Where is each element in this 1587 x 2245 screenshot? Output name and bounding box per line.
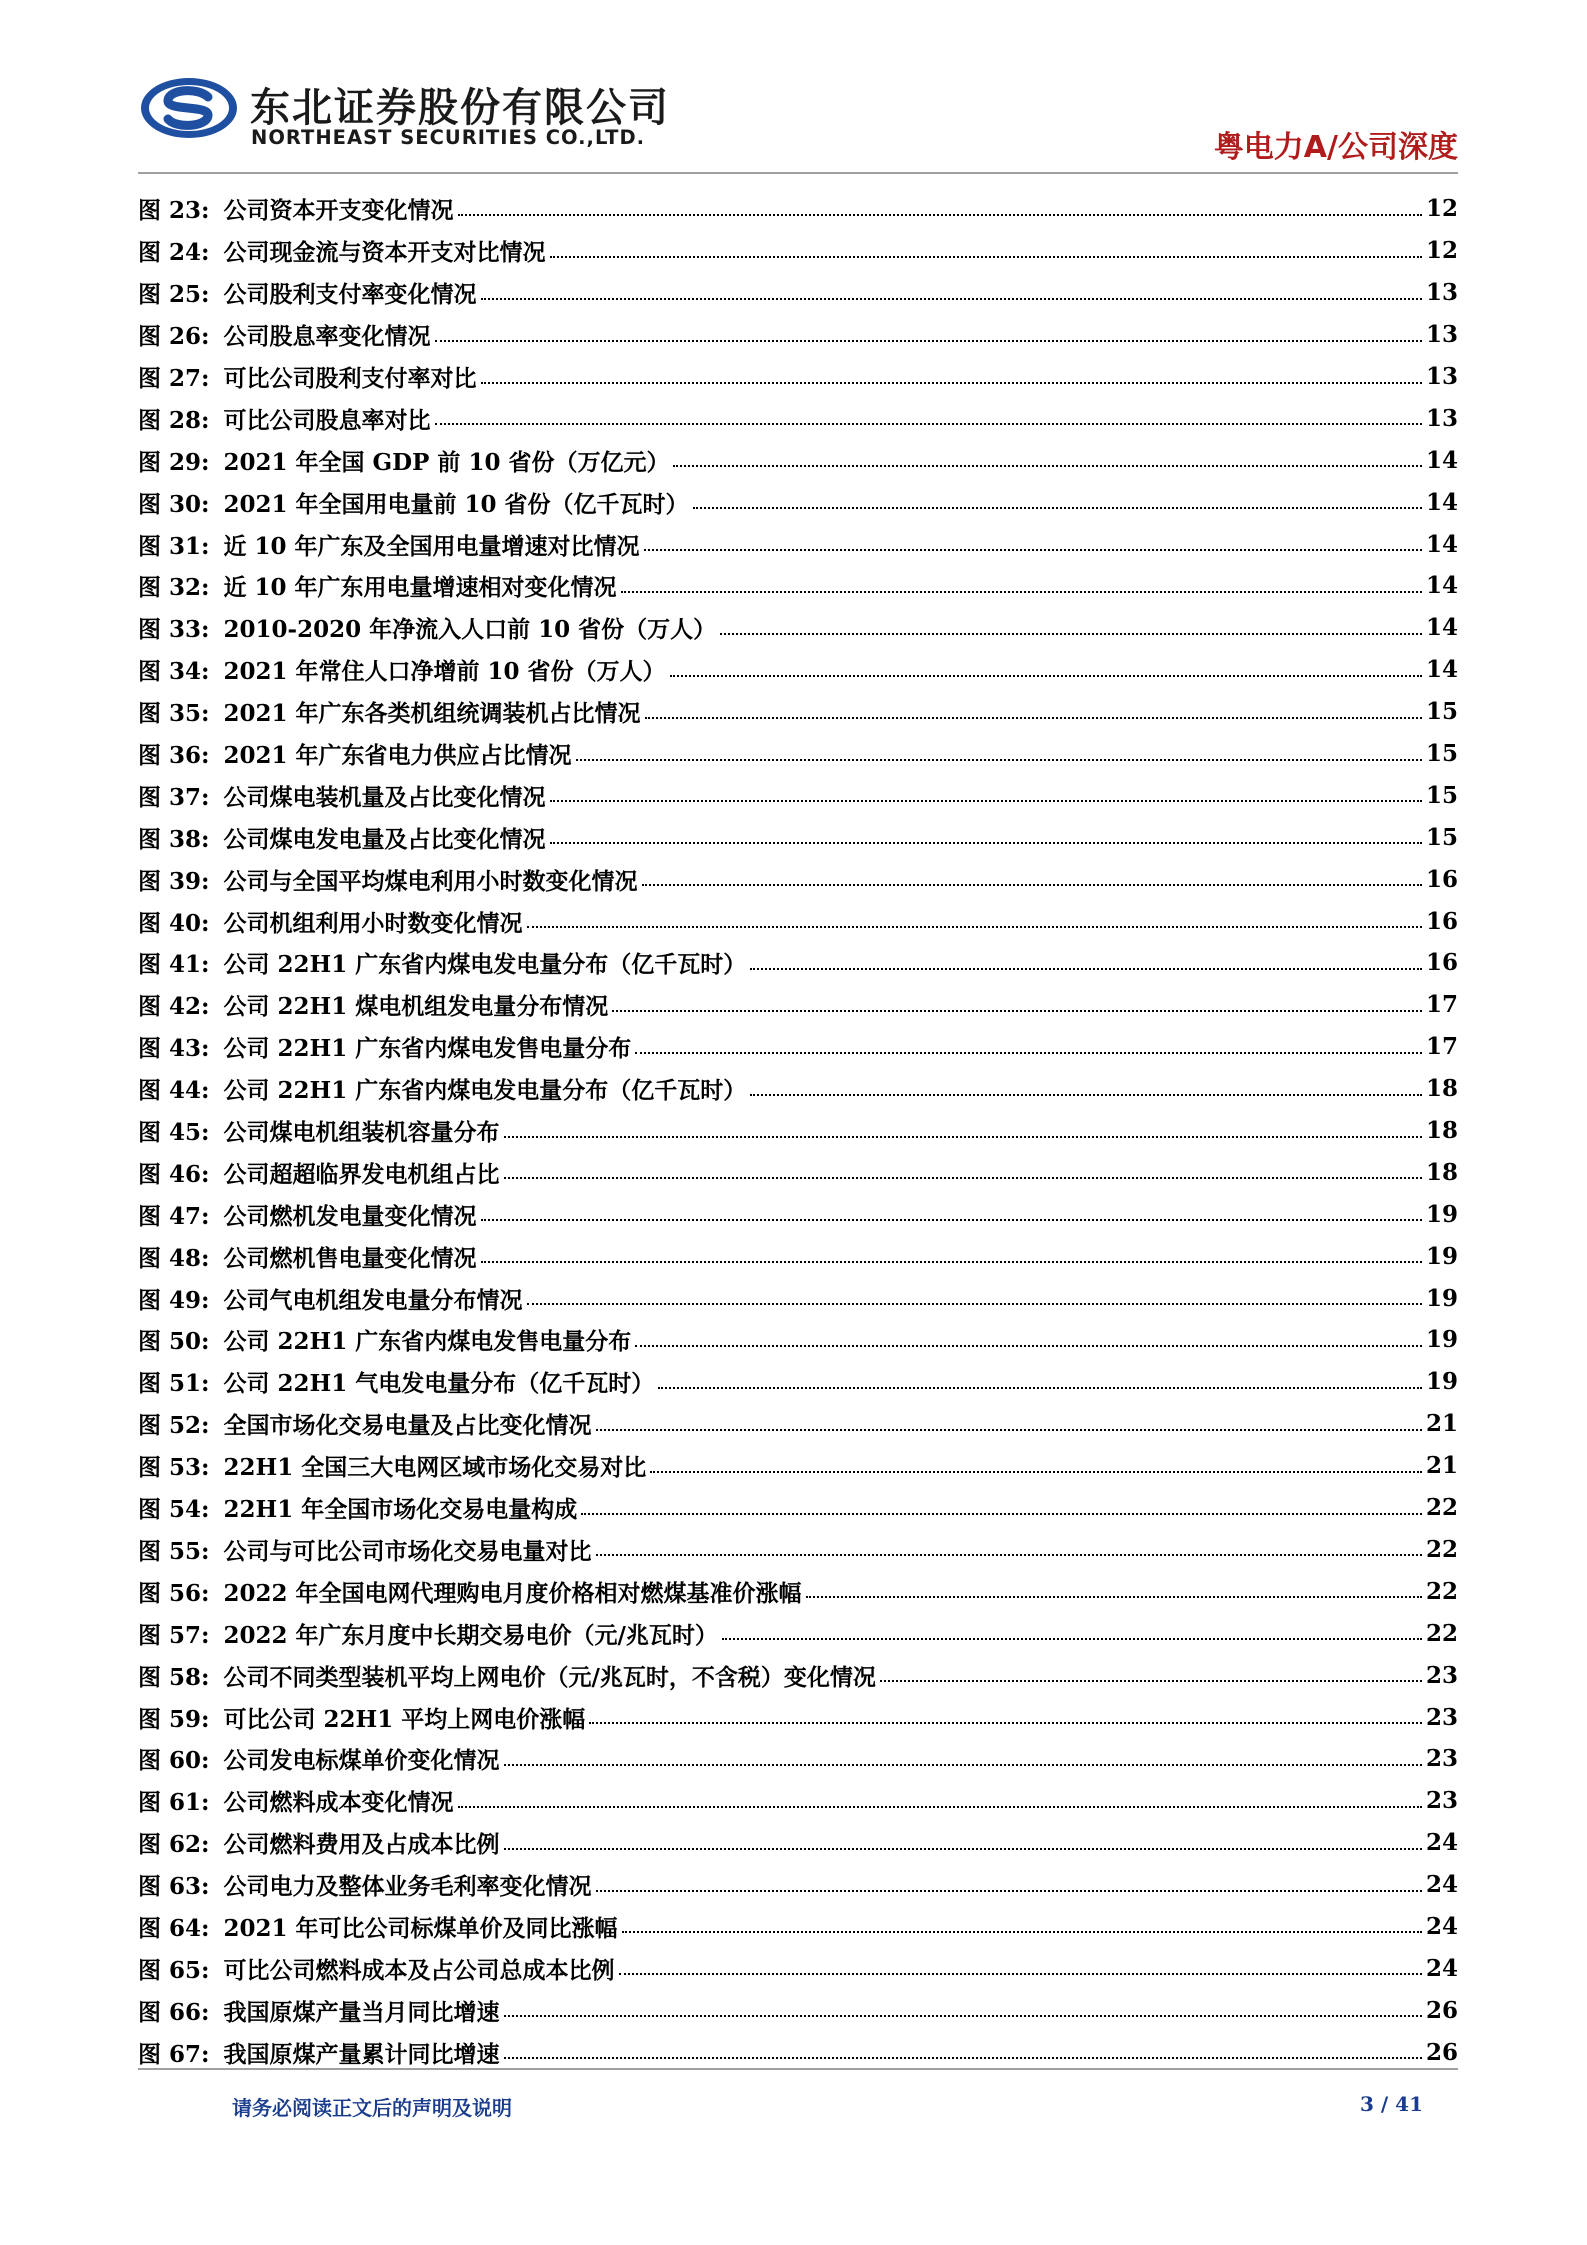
toc-figure-title: 公司股利支付率变化情况 [223,281,477,309]
toc-entry[interactable] [138,565,1458,607]
toc-figure-label: 图 28: [138,406,210,434]
toc-page-number: 13 [1425,363,1458,390]
toc-page-number: 14 [1425,614,1458,642]
toc-entry[interactable] [138,1947,1458,1989]
toc-entry[interactable] [138,900,1458,942]
toc-figure-label: 图 47: [138,1202,210,1230]
toc-figure-label: 图 62: [138,1831,210,1859]
toc-page-number: 24 [1425,1954,1458,1982]
northeast-securities-logo-icon [138,75,240,141]
toc-figure-label: 图 23: [138,197,210,225]
toc-figure-label: 图 45: [138,1119,210,1147]
toc-entry[interactable] [138,1780,1458,1822]
toc-entry[interactable] [138,733,1458,775]
toc-dot-leader [670,675,1422,677]
toc-figure-title: 公司燃机发电量变化情况 [223,1202,477,1230]
toc-page-number: 13 [1425,321,1458,349]
toc-dot-leader [806,1596,1422,1598]
toc-entry[interactable] [138,397,1458,439]
toc-dot-leader [458,1806,1422,1808]
toc-figure-title: 2022 年广东月度中长期交易电价（元/兆瓦时） [223,1621,718,1649]
toc-dot-leader [642,884,1422,886]
toc-page-number: 15 [1425,740,1458,768]
toc-figure-label: 图 30: [138,490,210,518]
toc-entry[interactable] [138,607,1458,649]
toc-dot-leader [645,717,1422,719]
toc-figure-title: 我国原煤产量累计同比增速 [223,2040,500,2068]
header-divider [138,172,1458,174]
toc-page-number: 22 [1425,1494,1458,1522]
toc-entry[interactable] [138,1026,1458,1068]
toc-figure-label: 图 36: [138,742,210,770]
toc-dot-leader [504,1177,1422,1179]
toc-entry[interactable] [138,1822,1458,1864]
toc-figure-label: 图 26: [138,323,210,351]
toc-page-number: 19 [1425,1284,1458,1312]
toc-page-number: 18 [1425,1075,1458,1103]
toc-entry[interactable] [138,1654,1458,1696]
toc-dot-leader [504,2015,1422,2017]
toc-entry[interactable] [138,272,1458,314]
toc-dot-leader [504,1848,1422,1850]
toc-figure-title: 2021 年广东各类机组统调装机占比情况 [223,700,641,728]
toc-dot-leader [481,382,1422,384]
toc-dot-leader [481,298,1422,300]
toc-dot-leader [550,256,1422,258]
toc-entry[interactable] [138,1445,1458,1487]
toc-figure-title: 公司电力及整体业务毛利率变化情况 [223,1873,592,1901]
page-number: 3 / 41 [1360,2092,1423,2116]
toc-dot-leader [880,1680,1422,1682]
toc-entry[interactable] [138,984,1458,1026]
toc-page-number: 21 [1425,1452,1458,1480]
toc-figure-label: 图 42: [138,993,210,1021]
toc-dot-leader [720,633,1422,635]
toc-figure-label: 图 32: [138,574,210,602]
toc-entry[interactable] [138,1403,1458,1445]
toc-figure-title: 近 10 年广东用电量增速相对变化情况 [223,574,617,602]
toc-dot-leader [596,1429,1422,1431]
toc-entry[interactable] [138,2031,1458,2073]
toc-page-number: 16 [1425,949,1458,977]
toc-figure-title: 2021 年广东省电力供应占比情况 [223,742,572,770]
toc-page-number: 15 [1425,698,1458,726]
toc-figure-label: 图 58: [138,1663,210,1691]
toc-figure-label: 图 49: [138,1286,210,1314]
toc-figure-title: 公司超超临界发电机组占比 [223,1160,500,1188]
toc-page-number: 13 [1425,279,1458,307]
toc-page-number: 23 [1425,1745,1458,1773]
toc-entry[interactable] [138,1864,1458,1906]
toc-figure-label: 图 65: [138,1956,210,1984]
page-header [138,70,1458,165]
toc-page-number: 19 [1425,1242,1458,1270]
toc-page-number: 24 [1425,1912,1458,1940]
toc-figure-label: 图 39: [138,867,210,895]
toc-figure-title: 公司 22H1 煤电机组发电量分布情况 [223,993,609,1021]
toc-page-number: 15 [1425,823,1458,851]
toc-page-number: 14 [1425,530,1458,558]
toc-figure-label: 图 54: [138,1496,210,1524]
toc-entry[interactable] [138,1696,1458,1738]
toc-dot-leader [612,1010,1422,1012]
toc-figure-label: 图 48: [138,1244,210,1272]
toc-dot-leader [673,465,1422,467]
toc-dot-leader [596,1554,1422,1556]
toc-entry[interactable] [138,439,1458,481]
toc-figure-title: 2021 年常住人口净增前 10 省份（万人） [223,658,666,686]
toc-page-number: 14 [1425,656,1458,684]
toc-dot-leader [635,1052,1422,1054]
toc-entry[interactable] [138,942,1458,984]
toc-figure-label: 图 29: [138,448,210,476]
toc-figure-title: 22H1 年全国市场化交易电量构成 [223,1496,578,1524]
toc-dot-leader [722,1638,1422,1640]
toc-figure-title: 公司不同类型装机平均上网电价（元/兆瓦时，不含税）变化情况 [223,1663,876,1691]
toc-page-number: 13 [1425,404,1458,432]
toc-page-number: 15 [1425,781,1458,809]
toc-figure-title: 公司气电机组发电量分布情况 [223,1286,523,1314]
toc-figure-title: 公司 22H1 气电发电量分布（亿千瓦时） [223,1370,655,1398]
toc-page-number: 22 [1425,1535,1458,1563]
toc-dot-leader [550,800,1422,802]
toc-dot-leader [621,591,1422,593]
toc-entry[interactable] [138,816,1458,858]
toc-figure-label: 图 57: [138,1621,210,1649]
toc-page-number: 14 [1425,572,1458,600]
toc-entry[interactable] [138,230,1458,272]
toc-figure-title: 公司机组利用小时数变化情况 [223,909,523,937]
toc-figure-label: 图 50: [138,1328,210,1356]
footer-divider [138,2068,1458,2070]
toc-figure-label: 图 27: [138,365,210,392]
toc-figure-label: 图 64: [138,1914,210,1942]
toc-dot-leader [619,1973,1422,1975]
toc-dot-leader [481,1219,1422,1221]
company-name-en: NORTHEAST SECURITIES CO.,LTD. [251,126,646,149]
toc-dot-leader [481,1261,1422,1263]
toc-entry[interactable] [138,1319,1458,1361]
toc-figure-label: 图 33: [138,616,210,644]
toc-entry[interactable] [138,1151,1458,1193]
toc-page-number: 18 [1425,1117,1458,1145]
toc-entry[interactable] [138,691,1458,733]
toc-figure-title: 公司煤电装机量及占比变化情况 [223,783,546,811]
toc-entry[interactable] [138,481,1458,523]
toc-figure-title: 可比公司股利支付率对比 [223,365,477,392]
toc-entry[interactable] [138,858,1458,900]
toc-figure-label: 图 43: [138,1035,210,1063]
toc-entry[interactable] [138,1612,1458,1654]
toc-page-number: 17 [1425,1033,1458,1061]
toc-figure-label: 图 67: [138,2040,210,2068]
toc-figure-title: 2021 年全国 GDP 前 10 省份（万亿元） [223,448,670,476]
toc-page-number: 18 [1425,1158,1458,1186]
toc-entry[interactable] [138,1277,1458,1319]
toc-page-number: 14 [1425,488,1458,516]
toc-figure-title: 全国市场化交易电量及占比变化情况 [223,1412,592,1440]
toc-figure-title: 可比公司股息率对比 [223,406,431,434]
toc-page-number: 26 [1425,2038,1458,2066]
toc-figure-title: 22H1 全国三大电网区域市场化交易对比 [223,1454,647,1482]
toc-dot-leader [581,1513,1422,1515]
toc-entry[interactable] [138,1529,1458,1571]
toc-page-number: 19 [1425,1200,1458,1228]
toc-page-number: 16 [1425,865,1458,893]
toc-dot-leader [504,1136,1422,1138]
toc-entry[interactable] [138,774,1458,816]
toc-entry[interactable] [138,1068,1458,1110]
toc-figure-title: 公司燃料费用及占成本比例 [223,1831,500,1859]
toc-figure-title: 公司 22H1 广东省内煤电发售电量分布 [223,1328,632,1356]
toc-figure-label: 图 66: [138,1998,210,2026]
toc-figure-label: 图 63: [138,1873,210,1901]
toc-entry[interactable] [138,314,1458,356]
toc-page-number: 21 [1425,1410,1458,1438]
toc-dot-leader [635,1345,1422,1347]
toc-figure-title: 公司 22H1 广东省内煤电发电量分布（亿千瓦时） [223,1077,747,1105]
toc-page-number: 22 [1425,1619,1458,1647]
toc-dot-leader [750,968,1422,970]
toc-figure-label: 图 53: [138,1454,210,1482]
toc-page-number: 26 [1425,1996,1458,2024]
toc-figure-label: 图 56: [138,1579,210,1607]
toc-page-number: 14 [1425,446,1458,474]
toc-figure-title: 2010-2020 年净流入人口前 10 省份（万人） [223,616,717,644]
toc-entry[interactable] [138,1235,1458,1277]
toc-dot-leader [750,1094,1422,1096]
report-tag: 粤电力A/公司深度 [1213,130,1458,165]
toc-figure-label: 图 59: [138,1705,210,1733]
toc-figure-label: 图 51: [138,1370,210,1398]
toc-page-number: 23 [1425,1787,1458,1815]
toc-figure-label: 图 25: [138,281,210,309]
toc-entry[interactable] [138,523,1458,565]
toc-dot-leader [622,1931,1422,1933]
toc-figure-label: 图 38: [138,825,210,853]
toc-entry[interactable] [138,1570,1458,1612]
toc-figure-title: 公司燃机售电量变化情况 [223,1244,477,1272]
toc-dot-leader [589,1722,1422,1724]
toc-figure-label: 图 46: [138,1160,210,1188]
toc-figure-title: 公司 22H1 广东省内煤电发电量分布（亿千瓦时） [223,951,747,979]
toc-dot-leader [693,507,1422,509]
toc-figure-title: 公司资本开支变化情况 [223,197,454,225]
toc-dot-leader [576,759,1422,761]
toc-figure-title: 公司煤电发电量及占比变化情况 [223,825,546,853]
toc-dot-leader [527,1303,1422,1305]
toc-dot-leader [504,1764,1422,1766]
toc-page-number: 12 [1425,195,1458,223]
toc-entry[interactable] [138,356,1458,398]
toc-figure-title: 公司与可比公司市场化交易电量对比 [223,1537,592,1565]
toc-page-number: 24 [1425,1871,1458,1899]
toc-dot-leader [658,1387,1422,1389]
toc-figure-title: 公司发电标煤单价变化情况 [223,1747,500,1775]
toc-figure-title: 近 10 年广东及全国用电量增速对比情况 [223,532,640,560]
toc-figure-title: 2021 年可比公司标煤单价及同比涨幅 [223,1914,618,1942]
toc-figure-label: 图 35: [138,700,210,728]
toc-entry[interactable] [138,1110,1458,1152]
toc-figure-title: 我国原煤产量当月同比增速 [223,1998,500,2026]
toc-figure-label: 图 31: [138,532,210,560]
toc-entry[interactable] [138,1906,1458,1948]
toc-entry[interactable] [138,1361,1458,1403]
toc-page-number: 19 [1425,1326,1458,1354]
toc-page-number: 17 [1425,991,1458,1019]
toc-entry[interactable] [138,1989,1458,2031]
toc-entry[interactable] [138,1487,1458,1529]
toc-figure-label: 图 34: [138,658,210,686]
toc-figure-title: 公司煤电机组装机容量分布 [223,1119,500,1147]
toc-figure-title: 可比公司燃料成本及占公司总成本比例 [223,1956,615,1984]
toc-figure-label: 图 55: [138,1537,210,1565]
toc-figure-label: 图 24: [138,239,210,267]
toc-entry[interactable] [138,1193,1458,1235]
toc-figure-label: 图 60: [138,1747,210,1775]
toc-dot-leader [650,1471,1422,1473]
toc-dot-leader [458,214,1422,216]
toc-dot-leader [504,2057,1422,2059]
toc-dot-leader [435,340,1422,342]
toc-figure-title: 公司与全国平均煤电利用小时数变化情况 [223,867,638,895]
toc-dot-leader [596,1890,1422,1892]
toc-page-number: 19 [1425,1368,1458,1396]
toc-dot-leader [550,842,1422,844]
toc-page-number: 23 [1425,1703,1458,1731]
toc-figure-label: 图 37: [138,783,210,811]
toc-entry[interactable] [138,1738,1458,1780]
toc-entry[interactable] [138,649,1458,691]
toc-dot-leader [527,926,1422,928]
toc-figure-label: 图 40: [138,909,210,937]
toc-figure-title: 公司燃料成本变化情况 [223,1789,454,1817]
toc-figure-label: 图 61: [138,1789,210,1817]
toc-figure-label: 图 41: [138,951,210,979]
toc-figure-title: 2021 年全国用电量前 10 省份（亿千瓦时） [223,490,689,518]
disclaimer-note[interactable]: 请务必阅读正文后的声明及说明 [232,2096,512,2120]
toc-page-number: 23 [1425,1661,1458,1689]
toc-figure-title: 2022 年全国电网代理购电月度价格相对燃煤基准价涨幅 [223,1579,802,1607]
toc-figure-title: 公司现金流与资本开支对比情况 [223,239,546,267]
toc-page-number: 16 [1425,907,1458,935]
toc-page-number: 12 [1425,237,1458,265]
toc-figure-title: 公司 22H1 广东省内煤电发售电量分布 [223,1035,632,1063]
toc-entry[interactable] [138,188,1458,230]
figure-index-list [138,188,1458,2073]
toc-figure-label: 图 44: [138,1077,210,1105]
toc-figure-title: 可比公司 22H1 平均上网电价涨幅 [223,1705,586,1733]
toc-figure-label: 图 52: [138,1412,210,1440]
toc-page-number: 22 [1425,1577,1458,1605]
toc-page-number: 24 [1425,1829,1458,1857]
toc-dot-leader [644,549,1422,551]
company-name-cn: 东北证券股份有限公司 [250,85,670,131]
toc-figure-title: 公司股息率变化情况 [223,323,431,351]
toc-dot-leader [435,423,1422,425]
